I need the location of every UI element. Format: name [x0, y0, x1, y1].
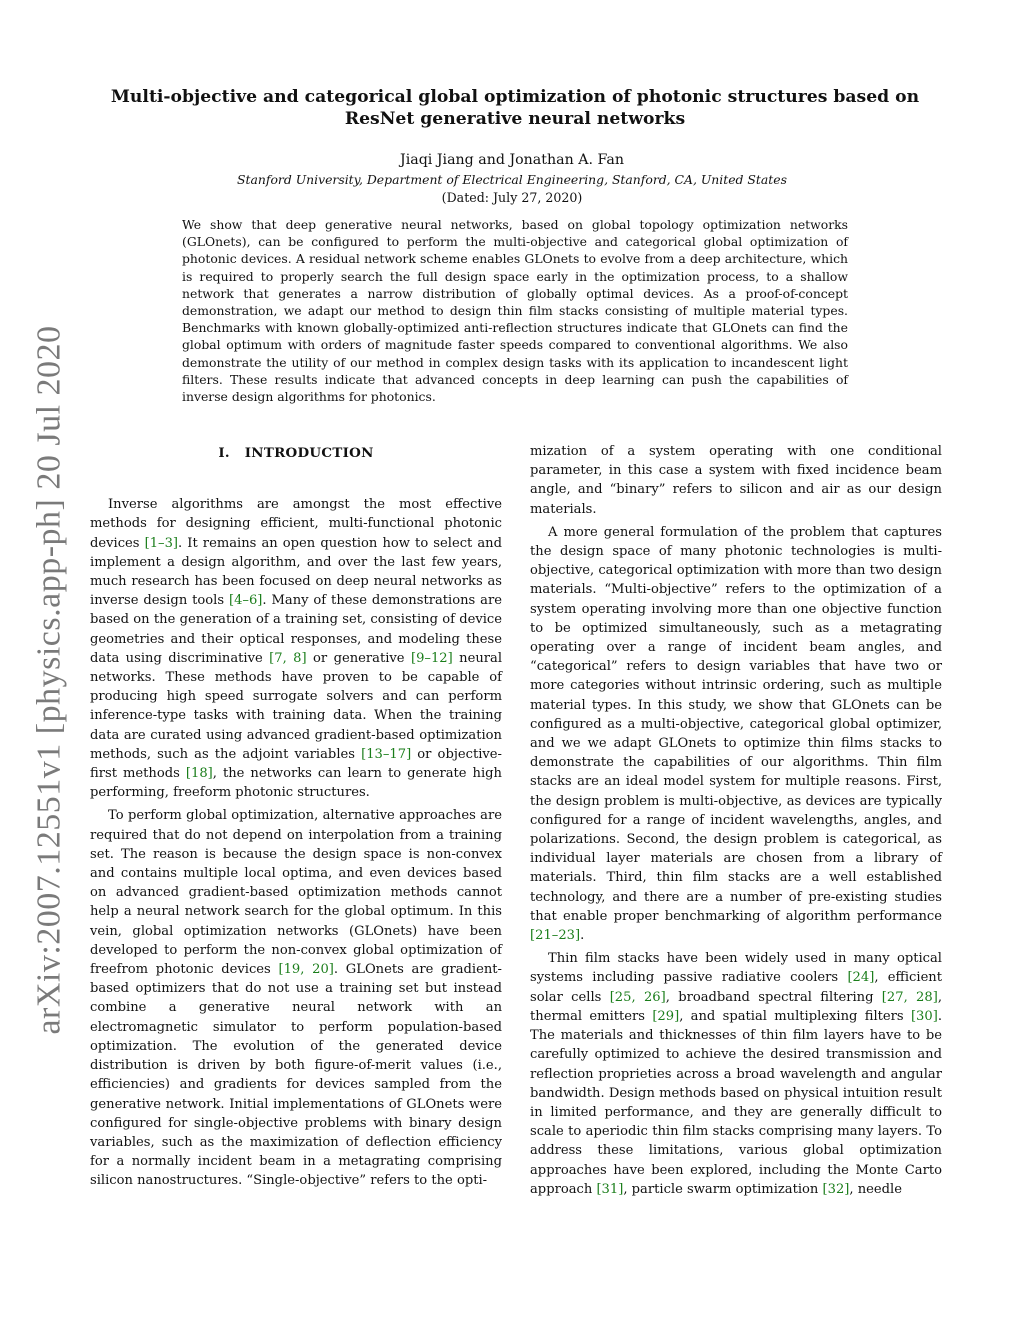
section-heading [90, 444, 502, 463]
citation-link[interactable]: [9–12] [410, 650, 453, 666]
citation-link[interactable]: [18] [185, 766, 213, 782]
text-run: . GLOnets are gradient-based optimizers that do not use a training set but instead combine a generative neural network with an electromagnetic simulator to perform population-based optimization. The evolution of the generated device distribution is driven by both figure-of-merit values (i.e., efficiencies) and gradients for devices sampled from the generative network. Initial implementations of GLOnets were configured for single-objective problems with binary design variables, such as the maximization of deflection efficiency for a normally incident beam in a metagrating comprising silicon nanostructures. “Single-objective” refers to the opti- [90, 962, 502, 1189]
citation-link[interactable]: [24] [847, 970, 875, 986]
text-run: , and spatial multiplexing filters [679, 1008, 911, 1024]
intro-paragraph-continued: mization of a system operating with one conditional parameter, in this case a system with fixed incidence beam angle, and “binary” refers to silicon and air as our design materials. [530, 444, 942, 517]
text-run: . Many of these demonstrations are based on the generation of a training set, consisting of device geometries and their optical responses, and modeling these data using discriminative [90, 593, 502, 666]
citation-link[interactable]: [27, 28] [881, 989, 938, 1005]
text-run: . It remains an open question how to select and implement a design algorithm, and over the last few years, much research has been focused on deep neural networks as inverse design tools [90, 535, 502, 609]
intro-paragraph-2 [90, 806, 502, 1190]
citation-link[interactable]: [32] [822, 1181, 850, 1197]
citation-link[interactable]: [21–23] [530, 928, 581, 944]
citation-link[interactable]: [19, 20] [278, 962, 334, 978]
text-run: , thermal emitters [530, 989, 942, 1024]
text-run: or objective-first methods [90, 746, 502, 782]
citation-link[interactable]: [13–17] [361, 746, 412, 762]
intro-paragraph-4 [530, 949, 942, 1199]
text-run: , the networks can learn to generate high performing, freeform photonic structures. [90, 766, 502, 801]
text-run: neural networks. These methods have proven to be capable of producing high speed surrogate solvers and can perform inference-type tasks with training data. When the training data are curated using advanced gradient-based optimization methods, such as the adjoint variables [90, 650, 503, 762]
arxiv-identifier-text: arXiv:2007.12551v1 [physics.app-ph] 20 Jul 2020 [31, 325, 69, 1035]
citation-link[interactable]: [30] [910, 1008, 938, 1024]
text-run: Thin film stacks have been widely used in many optical systems including passive radiative coolers [530, 951, 942, 986]
text-run: or generative [306, 650, 411, 666]
citation-link[interactable]: [7, 8] [269, 650, 307, 666]
author-affiliation: Stanford University, Department of Electrical Engineering, Stanford, CA, United States [237, 172, 787, 187]
text-run: , broadband spectral filtering [665, 989, 882, 1005]
text-run: To perform global optimization, alternative approaches are required that do not depend on interpolation from a training set. The reason is because the design space is non-convex and contains multiple local optima, and even devices based on advanced gradient-based optimization methods cannot help a neural network search for the global optimum. In this vein, global optimization networks (GLOnets) have been developed to perform the non-convex global optimization of freefrom photonic devices [90, 808, 502, 978]
citation-link[interactable]: [31] [596, 1181, 624, 1197]
paper-date: (Dated: July 27, 2020) [441, 190, 583, 205]
text-run: A more general formulation of the problem that captures the design space of many photonic technologies is multi-objective, categorical optimization with more than two design materials. “Multi-objective” refers to the optimization of a system operating involving more than one objective function to be optimized simultaneously, such as a metagrating operating over a range of incident beam angles, and “categorical” refers to design variables that have two or more categories without intrinsic ordering, such as multiple material types. In this study, we show that GLOnets can be configured as a multi-objective, categorical global optimizer, and we we adapt GLOnets to optimize thin films stacks to demonstrate the capabilities of our algorithms. Thin film stacks are an ideal model system for multiple reasons. First, the design problem is multi-objective, as devices are typically configured for a range of incident wavelengths, angles, and polarizations. Second, the design problem is categorical, as individual layer materials are chosen from a library of materials. Third, thin film stacks are a well established technology, and there are a number of pre-existing studies that enable proper benchmarking of algorithm performance [530, 524, 942, 924]
text-run: . [580, 928, 585, 944]
section-title: INTRODUCTION [244, 445, 374, 461]
arxiv-identifier-stamp [20, 320, 80, 1040]
paper-title: Multi-objective and categorical global optimization of photonic structures based on ResNet generative neural networks [110, 87, 920, 129]
intro-paragraph-1 [90, 495, 502, 802]
text-run: . The materials and thicknesses of thin film layers have to be carefully optimized to achieve the desired transmission and reflection proprieties across a broad wavelength and angular bandwidth. Design methods based on physical intuition result in limited performance, and they are generally difficult to scale to aperiodic thin film stacks comprising many layers. To address these limitations, various global optimization approaches have been explored, including the Monte Carto approach [530, 1008, 943, 1197]
left-column [90, 440, 502, 1191]
text-run: , particle swarm optimization [623, 1181, 823, 1197]
right-column [530, 442, 942, 1199]
intro-paragraph-3 [530, 523, 942, 945]
citation-link[interactable]: [29] [652, 1008, 680, 1024]
text-run: , needle [849, 1181, 902, 1197]
citation-link[interactable]: [1–3] [144, 535, 179, 551]
abstract: We show that deep generative neural networks, based on global topology optimization networks (GLOnets), can be configured to perform the multi-objective and categorical global optimization of photonic devices. A residual network scheme enables GLOnets to evolve from a deep architecture, which is required to properly search the full design space early in the optimization process, to a shallow network that generates a narrow distribution of globally optimal devices. As a proof-of-concept demonstration, we adapt our method to design thin film stacks consisting of multiple material types. Benchmarks with known globally-optimized anti-reflection structures indicate that GLOnets can find the global optimum with orders of magnitude faster speeds compared to conventional algorithms. We also demonstrate the utility of our method in complex design tasks with its application to incandescent light filters. These results indicate that advanced concepts in deep learning can push the capabilities of inverse design algorithms for photonics. [182, 217, 848, 405]
citation-link[interactable]: [25, 26] [609, 989, 666, 1005]
text-run: , efficient solar cells [530, 970, 943, 1005]
citation-link[interactable]: [4–6] [228, 593, 263, 609]
section-number: I. [218, 445, 230, 461]
paper-authors: Jiaqi Jiang and Jonathan A. Fan [400, 152, 624, 168]
text-run: Inverse algorithms are amongst the most effective methods for designing efficient, multi-functional photonic devices [90, 497, 502, 551]
